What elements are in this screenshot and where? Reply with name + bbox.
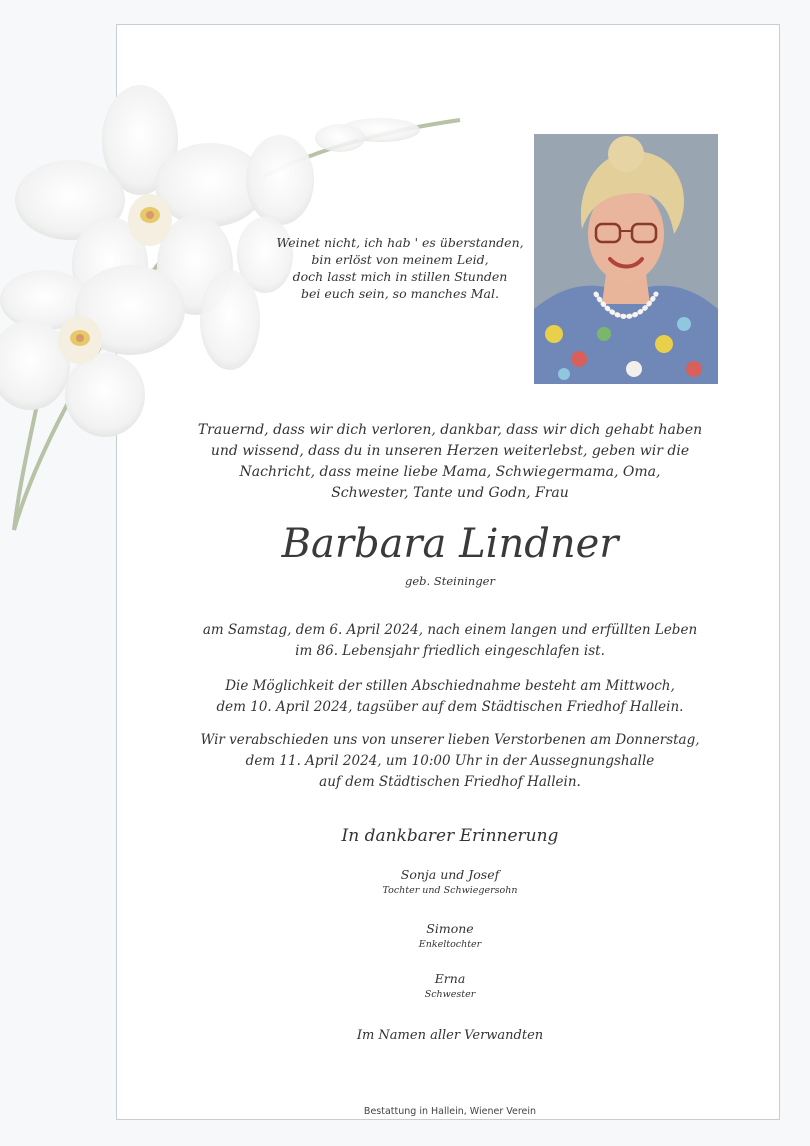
- death-line: im 86. Lebensjahr friedlich eingeschlafen ist.: [295, 643, 605, 659]
- family-line: Im Namen aller Verwandten: [356, 1028, 544, 1043]
- portrait-photo: [534, 134, 718, 384]
- farewell-line: Die Möglichkeit der stillen Abschiednahme besteht am Mittwoch,: [225, 678, 675, 694]
- mourner-name: Erna: [434, 971, 466, 986]
- poem-line: bin erlöst von meinem Leid,: [311, 252, 489, 267]
- poem: [270, 234, 530, 302]
- ceremony-line: Wir verabschieden uns von unserer lieben Verstorbenen am Donnerstag,: [200, 732, 700, 748]
- intro-line: Nachricht, dass meine liebe Mama, Schwiegermama, Oma,: [239, 464, 661, 480]
- mourner-name: Simone: [426, 921, 474, 936]
- death-line: am Samstag, dem 6. April 2024, nach einem langen und erfüllten Leben: [202, 622, 698, 638]
- farewell-line: dem 10. April 2024, tagsüber auf dem Städtischen Friedhof Hallein.: [216, 699, 684, 715]
- deceased-name: Barbara Lindner: [281, 521, 619, 567]
- funeral-home-footer: Bestattung in Hallein, Wiener Verein: [363, 1106, 537, 1117]
- maiden-name: geb. Steininger: [405, 574, 495, 588]
- poem-line: bei euch sein, so manches Mal.: [301, 286, 499, 301]
- mourner-entry: [150, 866, 750, 897]
- mourner-entry: [150, 920, 750, 951]
- mourner-name: Sonja und Josef: [400, 867, 500, 882]
- poem-line: doch lasst mich in stillen Stunden: [292, 269, 508, 284]
- intro-line: und wissend, dass du in unseren Herzen weiterlebst, geben wir die: [210, 443, 690, 459]
- intro-text: [150, 420, 750, 504]
- mourner-role: Enkeltochter: [418, 939, 482, 950]
- ceremony-line: auf dem Städtischen Friedhof Hallein.: [319, 774, 581, 790]
- ceremony-line: dem 11. April 2024, um 10:00 Uhr in der Aussegnungshalle: [245, 753, 655, 769]
- farewell-notice: [150, 676, 750, 718]
- closing-phrase: In dankbarer Erinnerung: [341, 826, 559, 846]
- poem-line: Weinet nicht, ich hab ' es überstanden,: [276, 235, 524, 250]
- intro-line: Schwester, Tante und Godn, Frau: [331, 485, 569, 501]
- mourner-entry: [150, 970, 750, 1001]
- intro-line: Trauernd, dass wir dich verloren, dankbar, dass wir dich gehabt haben: [197, 422, 703, 438]
- mourner-role: Tochter und Schwiegersohn: [382, 885, 518, 896]
- mourner-role: Schwester: [424, 989, 476, 1000]
- death-notice: [150, 620, 750, 662]
- ceremony-notice: [150, 730, 750, 793]
